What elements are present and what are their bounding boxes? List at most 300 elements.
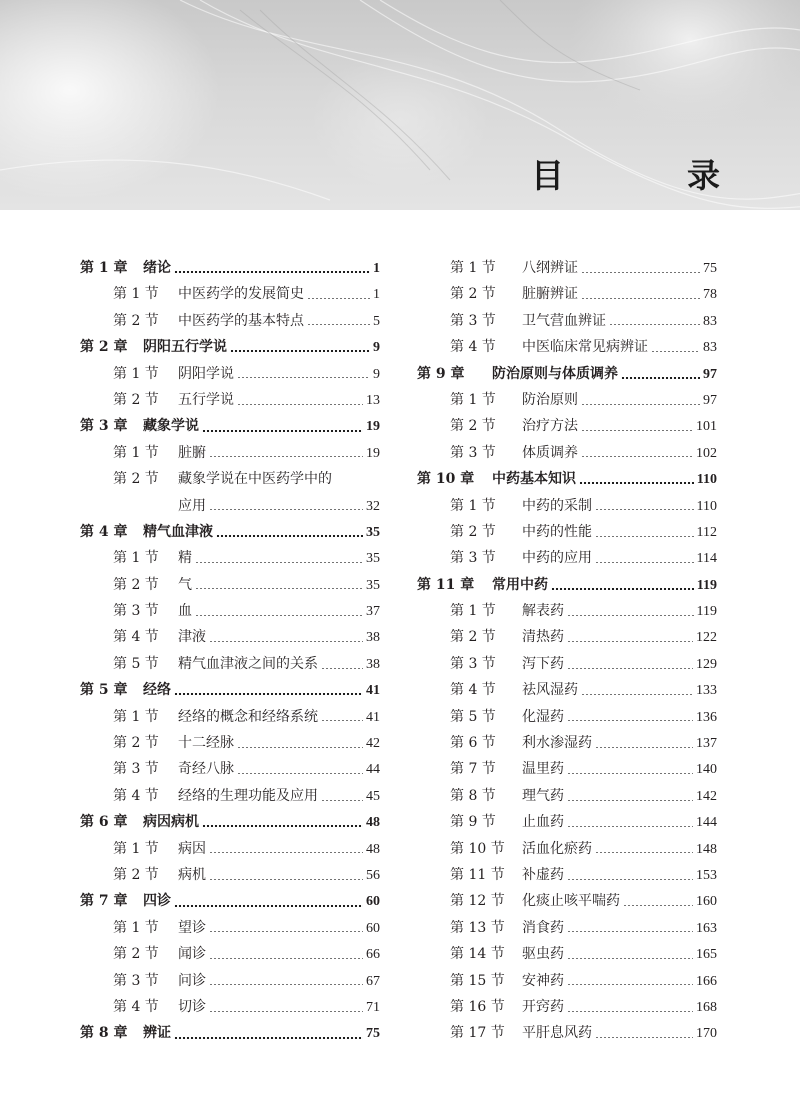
page-number: 140 (696, 762, 717, 778)
dot-leader (567, 800, 693, 801)
page-number: 110 (696, 472, 717, 488)
entry-number: 第 1 节 (450, 391, 496, 408)
entry-number: 第 2 节 (113, 866, 159, 883)
entry-number: 第 13 节 (450, 919, 505, 936)
page-number: 48 (366, 841, 380, 857)
entry-title: 问诊 (178, 972, 206, 989)
dot-leader (209, 1011, 363, 1012)
dot-leader (567, 641, 693, 642)
page-number: 41 (366, 709, 380, 725)
entry-number: 第 16 节 (450, 998, 505, 1015)
entry-number: 第 3 节 (113, 972, 159, 989)
entry-title: 病机 (178, 866, 206, 883)
page-number: 19 (366, 445, 380, 461)
dot-leader (567, 668, 693, 669)
page-number: 13 (366, 392, 380, 408)
entry-title: 常用中药 (492, 576, 548, 593)
toc-left-column (80, 255, 380, 1047)
dot-leader (202, 825, 363, 827)
dot-leader (595, 509, 694, 510)
page-number: 83 (703, 313, 717, 329)
page-number: 122 (696, 630, 717, 646)
entry-number: 第 3 节 (113, 603, 159, 620)
toc-section-entry[interactable] (80, 756, 380, 782)
toc-section-entry[interactable] (417, 598, 717, 624)
toc-section-entry[interactable] (417, 651, 717, 677)
toc-chapter-entry[interactable] (80, 519, 380, 545)
toc-section-entry[interactable] (417, 730, 717, 756)
entry-number: 第 1 节 (113, 708, 159, 725)
page-number: 32 (366, 498, 380, 514)
page-number: 1 (373, 287, 380, 303)
page-number: 71 (366, 999, 380, 1015)
toc-section-entry[interactable] (417, 941, 717, 967)
toc-section-entry[interactable] (417, 255, 717, 281)
entry-number: 第 4 节 (113, 629, 159, 646)
toc-section-entry[interactable] (417, 493, 717, 519)
page-number: 75 (366, 1026, 380, 1042)
toc-section-entry[interactable] (417, 862, 717, 888)
page-title: 目 录 (531, 156, 765, 195)
toc-section-entry[interactable] (417, 281, 717, 307)
toc-section-entry[interactable] (417, 545, 717, 571)
entry-number: 第 9 节 (450, 814, 496, 831)
dot-leader (581, 272, 700, 273)
toc-section-entry[interactable] (80, 783, 380, 809)
dot-leader (174, 1037, 363, 1039)
entry-title: 防治原则与体质调养 (492, 365, 618, 382)
dot-leader (209, 641, 363, 642)
page-number: 9 (373, 366, 380, 382)
toc-section-entry[interactable] (80, 387, 380, 413)
toc-section-entry[interactable] (417, 413, 717, 439)
toc-section-entry[interactable] (417, 968, 717, 994)
toc-section-entry[interactable] (417, 308, 717, 334)
entry-number: 第 2 节 (450, 629, 496, 646)
page-number: 48 (366, 815, 380, 831)
page-number: 144 (696, 815, 717, 831)
entry-number: 第 4 节 (113, 998, 159, 1015)
dot-leader (567, 720, 693, 721)
entry-title: 中药基本知识 (492, 471, 576, 488)
dot-leader (307, 298, 370, 299)
entry-title: 八纲辨证 (522, 260, 578, 276)
entry-number: 第 14 节 (450, 946, 505, 963)
toc-section-entry[interactable] (417, 387, 717, 413)
dot-leader (195, 615, 363, 616)
entry-number: 第 11 章 (417, 576, 475, 593)
entry-number: 第 8 章 (80, 1025, 128, 1042)
toc-section-entry[interactable] (80, 281, 380, 307)
dot-leader (216, 535, 363, 537)
dot-leader (581, 430, 693, 431)
page-number: 165 (696, 947, 717, 963)
entry-title: 治疗方法 (522, 418, 578, 435)
entry-number: 第 6 节 (450, 735, 496, 752)
entry-title: 藏象学说在中医药学中的 (178, 471, 332, 488)
entry-title: 消食药 (522, 919, 564, 936)
toc-section-entry[interactable] (80, 361, 380, 387)
dot-leader (209, 852, 363, 853)
entry-title: 绪论 (143, 260, 171, 276)
page-number: 35 (366, 551, 380, 567)
entry-title: 病因病机 (143, 814, 199, 831)
toc-section-entry[interactable] (80, 440, 380, 466)
entry-number: 第 1 节 (113, 550, 159, 567)
toc-section-entry[interactable] (80, 545, 380, 571)
page-number: 44 (366, 762, 380, 778)
page-number: 119 (696, 577, 717, 593)
toc-section-entry[interactable] (417, 624, 717, 650)
dot-leader (567, 1011, 693, 1012)
toc-chapter-entry[interactable] (417, 361, 717, 387)
page-number: 9 (373, 340, 380, 356)
toc-section-entry[interactable] (80, 651, 380, 677)
entry-title: 祛风湿药 (522, 682, 578, 699)
toc-section-entry-continued[interactable] (80, 493, 380, 519)
header-banner (0, 0, 800, 210)
entry-number: 第 3 节 (450, 312, 496, 329)
page-number: 170 (696, 1026, 717, 1042)
entry-title: 脏腑 (178, 444, 206, 461)
entry-title: 奇经八脉 (178, 761, 234, 778)
toc-chapter-entry[interactable] (80, 1020, 380, 1046)
toc-section-entry[interactable] (417, 783, 717, 809)
entry-title: 中医临床常见病辨证 (522, 339, 648, 356)
dot-leader (621, 377, 700, 379)
dot-leader (567, 615, 694, 616)
entry-number: 第 5 节 (450, 708, 496, 725)
page-number: 112 (696, 524, 717, 540)
page-number: 142 (696, 788, 717, 804)
page-number: 119 (696, 604, 717, 620)
dot-leader (567, 826, 693, 827)
dot-leader (209, 958, 363, 959)
dot-leader (237, 377, 370, 378)
dot-leader (321, 668, 363, 669)
dot-leader (321, 800, 363, 801)
entry-title: 安神药 (522, 972, 564, 989)
dot-leader (595, 747, 693, 748)
page-number: 45 (366, 788, 380, 804)
page-number: 67 (366, 973, 380, 989)
dot-leader (581, 694, 693, 695)
dot-leader (209, 984, 363, 985)
entry-number: 第 2 章 (80, 339, 128, 356)
entry-title: 精 (178, 550, 192, 567)
toc-section-entry[interactable] (417, 756, 717, 782)
page-number: 60 (366, 894, 380, 910)
entry-title: 应用 (178, 497, 206, 514)
entry-number: 第 3 章 (80, 418, 128, 435)
entry-title: 中医药学的发展简史 (178, 286, 304, 303)
toc-section-entry[interactable] (417, 677, 717, 703)
dot-leader (237, 747, 363, 748)
toc-section-entry[interactable] (80, 994, 380, 1020)
entry-title: 中药的应用 (522, 550, 592, 567)
entry-number: 第 1 章 (80, 260, 128, 276)
dot-leader (567, 958, 693, 959)
dot-leader (623, 905, 693, 906)
entry-title: 精气血津液之间的关系 (178, 655, 318, 672)
entry-number: 第 1 节 (450, 497, 496, 514)
toc-section-entry[interactable] (80, 704, 380, 730)
dot-leader (595, 852, 693, 853)
toc-section-entry[interactable] (417, 836, 717, 862)
entry-title: 中医药学的基本特点 (178, 312, 304, 329)
entry-number: 第 2 节 (113, 576, 159, 593)
dot-leader (567, 984, 693, 985)
dot-leader (595, 536, 694, 537)
entry-title: 平肝息风药 (522, 1025, 592, 1042)
page-number: 38 (366, 656, 380, 672)
entry-title: 化湿药 (522, 708, 564, 725)
entry-title: 经络的概念和经络系统 (178, 708, 318, 725)
page-number: 148 (696, 841, 717, 857)
entry-number: 第 2 节 (450, 418, 496, 435)
page-number: 168 (696, 999, 717, 1015)
toc-section-entry[interactable] (417, 519, 717, 545)
entry-number: 第 7 节 (450, 761, 496, 778)
page-number: 160 (696, 894, 717, 910)
toc-section-entry[interactable] (417, 440, 717, 466)
toc-chapter-entry[interactable] (80, 255, 380, 281)
entry-number: 第 6 章 (80, 814, 128, 831)
dot-leader (581, 298, 700, 299)
entry-title: 精气血津液 (143, 523, 213, 540)
toc-section-entry[interactable] (80, 730, 380, 756)
entry-title: 十二经脉 (178, 735, 234, 752)
entry-number: 第 17 节 (450, 1025, 505, 1042)
page-number: 37 (366, 604, 380, 620)
entry-title: 五行学说 (178, 391, 234, 408)
entry-title: 解表药 (522, 603, 564, 620)
entry-number: 第 10 章 (417, 471, 475, 488)
entry-number: 第 1 节 (113, 919, 159, 936)
dot-leader (567, 931, 693, 932)
dot-leader (581, 404, 700, 405)
entry-number: 第 4 节 (450, 339, 496, 356)
toc-section-entry[interactable] (80, 598, 380, 624)
page-number: 101 (696, 419, 717, 435)
page-number: 38 (366, 630, 380, 646)
toc-chapter-entry[interactable] (80, 677, 380, 703)
entry-title: 病因 (178, 840, 206, 857)
page-number: 66 (366, 947, 380, 963)
entry-number: 第 5 节 (113, 655, 159, 672)
dot-leader (174, 271, 370, 273)
entry-title: 藏象学说 (143, 418, 199, 435)
page-number: 42 (366, 736, 380, 752)
entry-number: 第 1 节 (113, 444, 159, 461)
entry-number: 第 2 节 (113, 312, 159, 329)
dot-leader (237, 773, 363, 774)
toc-section-entry[interactable] (80, 941, 380, 967)
dot-leader (581, 456, 693, 457)
page-number: 19 (366, 419, 380, 435)
toc-chapter-entry[interactable] (80, 809, 380, 835)
dot-leader (174, 693, 363, 695)
toc-section-entry[interactable] (417, 994, 717, 1020)
page-number: 163 (696, 920, 717, 936)
page-number: 1 (373, 261, 380, 276)
entry-title: 阴阳学说 (178, 365, 234, 382)
dot-leader (209, 456, 363, 457)
entry-title: 活血化瘀药 (522, 840, 592, 857)
dot-leader (551, 588, 694, 590)
entry-number: 第 1 节 (113, 286, 159, 303)
dot-leader (567, 879, 693, 880)
page-number: 78 (703, 287, 717, 303)
entry-number: 第 10 节 (450, 840, 505, 857)
page-number: 75 (703, 261, 717, 276)
entry-number: 第 2 节 (113, 471, 159, 488)
entry-title: 津液 (178, 629, 206, 646)
dot-leader (609, 324, 700, 325)
dot-leader (321, 720, 363, 721)
toc-chapter-entry[interactable] (80, 888, 380, 914)
entry-number: 第 7 章 (80, 893, 128, 910)
entry-number: 第 9 章 (417, 365, 465, 382)
page-number: 97 (703, 366, 717, 382)
entry-title: 卫气营血辨证 (522, 312, 606, 329)
page-number: 60 (366, 920, 380, 936)
entry-title: 望诊 (178, 919, 206, 936)
entry-title: 开窍药 (522, 998, 564, 1015)
toc-section-entry[interactable] (80, 624, 380, 650)
entry-title: 体质调养 (522, 444, 578, 461)
toc-section-entry[interactable] (80, 968, 380, 994)
toc-section-entry[interactable] (80, 572, 380, 598)
dot-leader (595, 1037, 693, 1038)
dot-leader (195, 562, 363, 563)
entry-title: 脏腑辨证 (522, 286, 578, 303)
page-number: 114 (696, 551, 717, 567)
toc-section-entry[interactable] (417, 915, 717, 941)
page-number: 102 (696, 445, 717, 461)
entry-title: 切诊 (178, 998, 206, 1015)
entry-title: 气 (178, 576, 192, 593)
entry-number: 第 5 章 (80, 682, 128, 699)
entry-number: 第 8 节 (450, 787, 496, 804)
toc-section-entry[interactable] (80, 915, 380, 941)
toc-chapter-entry[interactable] (417, 572, 717, 598)
toc-chapter-entry[interactable] (417, 466, 717, 492)
page-number: 136 (696, 709, 717, 725)
page-number: 129 (696, 656, 717, 672)
toc-section-entry[interactable] (80, 466, 380, 492)
page-number: 153 (696, 867, 717, 883)
entry-number: 第 1 节 (450, 260, 496, 276)
page-number: 35 (366, 524, 380, 540)
entry-title: 经络 (143, 682, 171, 699)
entry-number: 第 2 节 (450, 286, 496, 303)
toc-section-entry[interactable] (417, 888, 717, 914)
page-number: 41 (366, 683, 380, 699)
dot-leader (174, 905, 363, 907)
entry-number: 第 15 节 (450, 972, 505, 989)
toc-section-entry[interactable] (417, 809, 717, 835)
entry-title: 清热药 (522, 629, 564, 646)
entry-number: 第 3 节 (450, 550, 496, 567)
page-number: 35 (366, 577, 380, 593)
entry-title: 经络的生理功能及应用 (178, 787, 318, 804)
page-number: 5 (373, 313, 380, 329)
entry-number: 第 12 节 (450, 893, 505, 910)
page-number: 97 (703, 392, 717, 408)
dot-leader (579, 482, 694, 484)
entry-number: 第 4 章 (80, 523, 128, 540)
entry-title: 理气药 (522, 787, 564, 804)
entry-title: 辨证 (143, 1025, 171, 1042)
entry-title: 泻下药 (522, 655, 564, 672)
entry-title: 中药的采制 (522, 497, 592, 514)
dot-leader (307, 324, 370, 325)
toc-chapter-entry[interactable] (80, 413, 380, 439)
entry-number: 第 3 节 (113, 761, 159, 778)
entry-title: 补虚药 (522, 866, 564, 883)
dot-leader (237, 404, 363, 405)
entry-number: 第 2 节 (450, 523, 496, 540)
entry-title: 中药的性能 (522, 523, 592, 540)
dot-leader (230, 350, 370, 352)
entry-title: 化痰止咳平喘药 (522, 893, 620, 910)
page-number: 166 (696, 973, 717, 989)
entry-number: 第 11 节 (450, 866, 505, 883)
entry-number: 第 4 节 (113, 787, 159, 804)
entry-title: 闻诊 (178, 946, 206, 963)
page-number: 137 (696, 736, 717, 752)
toc-chapter-entry[interactable] (80, 334, 380, 360)
entry-title: 阴阳五行学说 (143, 339, 227, 356)
entry-number: 第 3 节 (450, 655, 496, 672)
toc-section-entry[interactable] (417, 334, 717, 360)
entry-title: 四诊 (143, 893, 171, 910)
entry-title: 防治原则 (522, 391, 578, 408)
dot-leader (195, 588, 363, 589)
page-number: 110 (696, 498, 717, 514)
dot-leader (209, 931, 363, 932)
dot-leader (209, 879, 363, 880)
dot-leader (595, 562, 694, 563)
entry-title: 血 (178, 603, 192, 620)
page-number: 133 (696, 683, 717, 699)
toc-section-entry[interactable] (417, 704, 717, 730)
entry-number: 第 4 节 (450, 682, 496, 699)
dot-leader (202, 430, 363, 432)
entry-number: 第 3 节 (450, 444, 496, 461)
toc-section-entry[interactable] (80, 836, 380, 862)
toc-right-column (417, 255, 717, 1047)
page-number: 56 (366, 867, 380, 883)
dot-leader (651, 351, 700, 352)
entry-number: 第 1 节 (113, 840, 159, 857)
entry-number: 第 2 节 (113, 735, 159, 752)
dot-leader (567, 773, 693, 774)
page-number: 83 (703, 340, 717, 356)
entry-number: 第 2 节 (113, 391, 159, 408)
toc-section-entry[interactable] (80, 862, 380, 888)
entry-title: 止血药 (522, 814, 564, 831)
entry-number: 第 2 节 (113, 946, 159, 963)
entry-number: 第 1 节 (450, 603, 496, 620)
entry-title: 利水渗湿药 (522, 735, 592, 752)
entry-number: 第 1 节 (113, 365, 159, 382)
toc-section-entry[interactable] (417, 1020, 717, 1046)
dot-leader (209, 509, 363, 510)
entry-title: 驱虫药 (522, 946, 564, 963)
toc-section-entry[interactable] (80, 308, 380, 334)
